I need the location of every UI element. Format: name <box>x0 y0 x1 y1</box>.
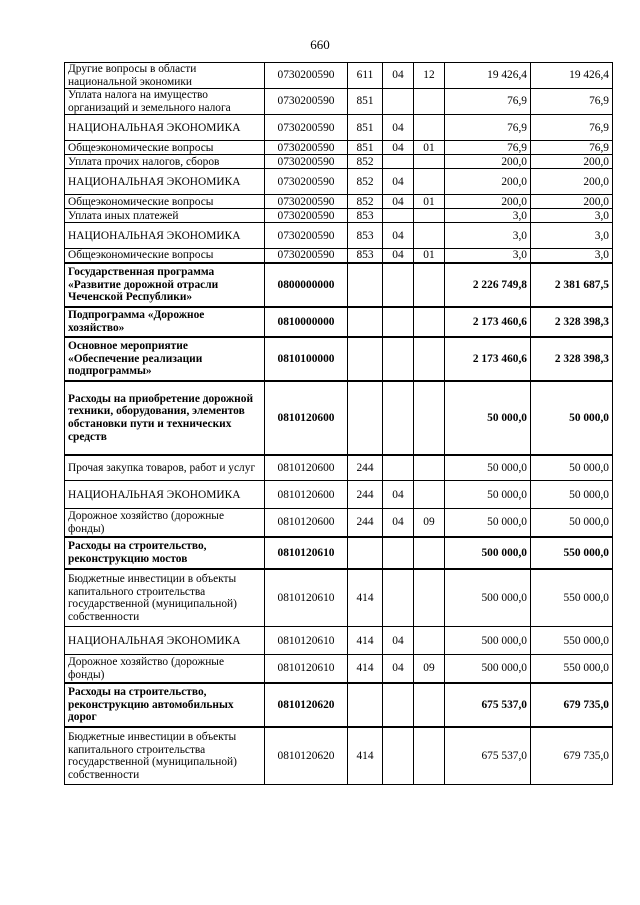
row-section <box>383 727 414 785</box>
row-subsection <box>414 263 445 307</box>
row-section: 04 <box>383 249 414 263</box>
table-row <box>65 307 613 337</box>
row-expense-type: 414 <box>348 727 383 785</box>
row-section <box>383 89 414 115</box>
row-name: НАЦИОНАЛЬНАЯ ЭКОНОМИКА <box>65 169 265 195</box>
row-expense-type: 244 <box>348 509 383 537</box>
row-name: Бюджетные инвестиции в объекты капитального строительства государственной (муниципальной) собственности <box>65 569 265 627</box>
row-amount-1: 76,9 <box>445 115 531 141</box>
row-expense-type: 244 <box>348 481 383 509</box>
table-row <box>65 337 613 381</box>
row-amount-1: 50 000,0 <box>445 455 531 481</box>
row-amount-1: 76,9 <box>445 141 531 155</box>
row-amount-1: 2 226 749,8 <box>445 263 531 307</box>
row-expense-type: 851 <box>348 89 383 115</box>
row-subsection <box>414 307 445 337</box>
row-code: 0810120620 <box>265 727 348 785</box>
row-amount-2: 550 000,0 <box>531 569 613 627</box>
row-amount-2: 3,0 <box>531 249 613 263</box>
row-name: Общеэкономические вопросы <box>65 249 265 263</box>
row-expense-type <box>348 537 383 569</box>
table-row <box>65 155 613 169</box>
row-expense-type: 853 <box>348 249 383 263</box>
row-amount-2: 2 381 687,5 <box>531 263 613 307</box>
row-name: Основное мероприятие «Обеспечение реализации подпрограммы» <box>65 337 265 381</box>
row-amount-2: 2 328 398,3 <box>531 337 613 381</box>
table-row <box>65 115 613 141</box>
row-amount-1: 200,0 <box>445 169 531 195</box>
row-expense-type: 852 <box>348 169 383 195</box>
row-name: Уплата иных платежей <box>65 209 265 223</box>
row-subsection: 01 <box>414 141 445 155</box>
row-name: Другие вопросы в области национальной экономики <box>65 63 265 89</box>
row-name: Подпрограмма «Дорожное хозяйство» <box>65 307 265 337</box>
row-expense-type: 852 <box>348 195 383 209</box>
row-amount-2: 550 000,0 <box>531 627 613 655</box>
row-amount-1: 76,9 <box>445 89 531 115</box>
table-row <box>65 89 613 115</box>
row-name: НАЦИОНАЛЬНАЯ ЭКОНОМИКА <box>65 115 265 141</box>
row-amount-1: 2 173 460,6 <box>445 307 531 337</box>
row-section <box>383 263 414 307</box>
row-amount-1: 500 000,0 <box>445 627 531 655</box>
row-expense-type <box>348 263 383 307</box>
row-code: 0810120600 <box>265 481 348 509</box>
budget-table-body <box>65 63 613 785</box>
table-row <box>65 627 613 655</box>
row-amount-2: 50 000,0 <box>531 509 613 537</box>
row-name: НАЦИОНАЛЬНАЯ ЭКОНОМИКА <box>65 223 265 249</box>
row-code: 0730200590 <box>265 195 348 209</box>
row-amount-1: 50 000,0 <box>445 509 531 537</box>
row-expense-type: 244 <box>348 455 383 481</box>
row-section <box>383 307 414 337</box>
row-code: 0800000000 <box>265 263 348 307</box>
row-subsection <box>414 481 445 509</box>
row-section: 04 <box>383 655 414 683</box>
row-code: 0810000000 <box>265 307 348 337</box>
row-name: Расходы на строительство, реконструкцию мостов <box>65 537 265 569</box>
row-name: Дорожное хозяйство (дорожные фонды) <box>65 655 265 683</box>
row-name: НАЦИОНАЛЬНАЯ ЭКОНОМИКА <box>65 481 265 509</box>
row-name: Расходы на приобретение дорожной техники, оборудования, элементов обстановки пути и технических средств <box>65 381 265 455</box>
row-section: 04 <box>383 509 414 537</box>
row-subsection <box>414 223 445 249</box>
row-amount-1: 675 537,0 <box>445 683 531 727</box>
row-code: 0730200590 <box>265 155 348 169</box>
row-name: Дорожное хозяйство (дорожные фонды) <box>65 509 265 537</box>
row-expense-type: 611 <box>348 63 383 89</box>
row-code: 0810120620 <box>265 683 348 727</box>
row-amount-2: 679 735,0 <box>531 727 613 785</box>
row-amount-1: 675 537,0 <box>445 727 531 785</box>
budget-table <box>64 62 613 785</box>
row-amount-2: 200,0 <box>531 169 613 195</box>
table-row <box>65 195 613 209</box>
row-amount-2: 550 000,0 <box>531 537 613 569</box>
row-subsection <box>414 115 445 141</box>
row-amount-2: 2 328 398,3 <box>531 307 613 337</box>
row-subsection <box>414 169 445 195</box>
row-section: 04 <box>383 223 414 249</box>
table-row <box>65 141 613 155</box>
row-subsection <box>414 209 445 223</box>
row-section <box>383 381 414 455</box>
row-code: 0730200590 <box>265 63 348 89</box>
row-section <box>383 155 414 169</box>
row-subsection <box>414 727 445 785</box>
table-row <box>65 209 613 223</box>
row-subsection <box>414 537 445 569</box>
row-code: 0810120600 <box>265 509 348 537</box>
row-code: 0730200590 <box>265 169 348 195</box>
row-name: Общеэкономические вопросы <box>65 141 265 155</box>
row-subsection: 12 <box>414 63 445 89</box>
row-code: 0730200590 <box>265 209 348 223</box>
row-section <box>383 683 414 727</box>
row-section <box>383 455 414 481</box>
row-name: Государственная программа «Развитие дорожной отрасли Чеченской Республики» <box>65 263 265 307</box>
row-subsection: 09 <box>414 509 445 537</box>
row-expense-type: 851 <box>348 115 383 141</box>
row-code: 0730200590 <box>265 115 348 141</box>
table-row <box>65 727 613 785</box>
row-amount-2: 76,9 <box>531 115 613 141</box>
row-expense-type <box>348 683 383 727</box>
row-section: 04 <box>383 141 414 155</box>
row-amount-1: 500 000,0 <box>445 655 531 683</box>
table-row <box>65 509 613 537</box>
row-section: 04 <box>383 627 414 655</box>
row-expense-type <box>348 307 383 337</box>
row-expense-type: 853 <box>348 223 383 249</box>
table-row <box>65 249 613 263</box>
table-row <box>65 263 613 307</box>
row-subsection: 01 <box>414 249 445 263</box>
page-number: 660 <box>310 37 330 52</box>
row-name: Бюджетные инвестиции в объекты капитального строительства государственной (муниципальной) собственности <box>65 727 265 785</box>
table-row <box>65 223 613 249</box>
row-expense-type <box>348 337 383 381</box>
row-amount-2: 76,9 <box>531 89 613 115</box>
table-row <box>65 169 613 195</box>
row-name: Уплата прочих налогов, сборов <box>65 155 265 169</box>
row-subsection <box>414 569 445 627</box>
row-code: 0810120600 <box>265 381 348 455</box>
row-amount-1: 500 000,0 <box>445 569 531 627</box>
row-section <box>383 537 414 569</box>
row-code: 0810120610 <box>265 627 348 655</box>
row-expense-type: 414 <box>348 569 383 627</box>
row-name: Общеэкономические вопросы <box>65 195 265 209</box>
row-code: 0730200590 <box>265 223 348 249</box>
table-row <box>65 63 613 89</box>
row-code: 0730200590 <box>265 89 348 115</box>
table-row <box>65 481 613 509</box>
row-section: 04 <box>383 115 414 141</box>
row-amount-1: 200,0 <box>445 155 531 169</box>
table-row <box>65 683 613 727</box>
row-subsection <box>414 683 445 727</box>
row-code: 0810120610 <box>265 569 348 627</box>
row-amount-1: 500 000,0 <box>445 537 531 569</box>
row-subsection <box>414 627 445 655</box>
row-subsection: 09 <box>414 655 445 683</box>
row-amount-2: 50 000,0 <box>531 455 613 481</box>
row-amount-1: 50 000,0 <box>445 381 531 455</box>
row-amount-1: 19 426,4 <box>445 63 531 89</box>
row-name: НАЦИОНАЛЬНАЯ ЭКОНОМИКА <box>65 627 265 655</box>
row-name: Прочая закупка товаров, работ и услуг <box>65 455 265 481</box>
row-expense-type: 853 <box>348 209 383 223</box>
row-subsection <box>414 89 445 115</box>
row-amount-2: 19 426,4 <box>531 63 613 89</box>
row-section: 04 <box>383 169 414 195</box>
row-name: Расходы на строительство, реконструкцию автомобильных дорог <box>65 683 265 727</box>
row-section <box>383 337 414 381</box>
table-row <box>65 381 613 455</box>
row-amount-1: 3,0 <box>445 249 531 263</box>
row-section <box>383 209 414 223</box>
row-amount-2: 3,0 <box>531 223 613 249</box>
row-code: 0730200590 <box>265 249 348 263</box>
row-code: 0810120600 <box>265 455 348 481</box>
row-subsection <box>414 381 445 455</box>
row-amount-1: 200,0 <box>445 195 531 209</box>
row-amount-2: 679 735,0 <box>531 683 613 727</box>
row-code: 0810120610 <box>265 537 348 569</box>
row-amount-1: 2 173 460,6 <box>445 337 531 381</box>
row-name: Уплата налога на имущество организаций и земельного налога <box>65 89 265 115</box>
row-code: 0810100000 <box>265 337 348 381</box>
row-section <box>383 569 414 627</box>
row-amount-1: 3,0 <box>445 209 531 223</box>
row-expense-type: 414 <box>348 627 383 655</box>
table-row <box>65 569 613 627</box>
row-amount-1: 50 000,0 <box>445 481 531 509</box>
table-row <box>65 537 613 569</box>
table-row <box>65 455 613 481</box>
row-expense-type: 414 <box>348 655 383 683</box>
row-subsection <box>414 337 445 381</box>
row-amount-1: 3,0 <box>445 223 531 249</box>
row-expense-type: 852 <box>348 155 383 169</box>
row-subsection <box>414 155 445 169</box>
row-subsection: 01 <box>414 195 445 209</box>
row-section: 04 <box>383 63 414 89</box>
row-amount-2: 50 000,0 <box>531 381 613 455</box>
row-subsection <box>414 455 445 481</box>
row-expense-type: 851 <box>348 141 383 155</box>
row-amount-2: 200,0 <box>531 195 613 209</box>
row-code: 0810120610 <box>265 655 348 683</box>
row-amount-2: 200,0 <box>531 155 613 169</box>
row-expense-type <box>348 381 383 455</box>
row-amount-2: 50 000,0 <box>531 481 613 509</box>
row-amount-2: 3,0 <box>531 209 613 223</box>
table-row <box>65 655 613 683</box>
row-amount-2: 550 000,0 <box>531 655 613 683</box>
row-code: 0730200590 <box>265 141 348 155</box>
row-section: 04 <box>383 481 414 509</box>
row-section: 04 <box>383 195 414 209</box>
row-amount-2: 76,9 <box>531 141 613 155</box>
